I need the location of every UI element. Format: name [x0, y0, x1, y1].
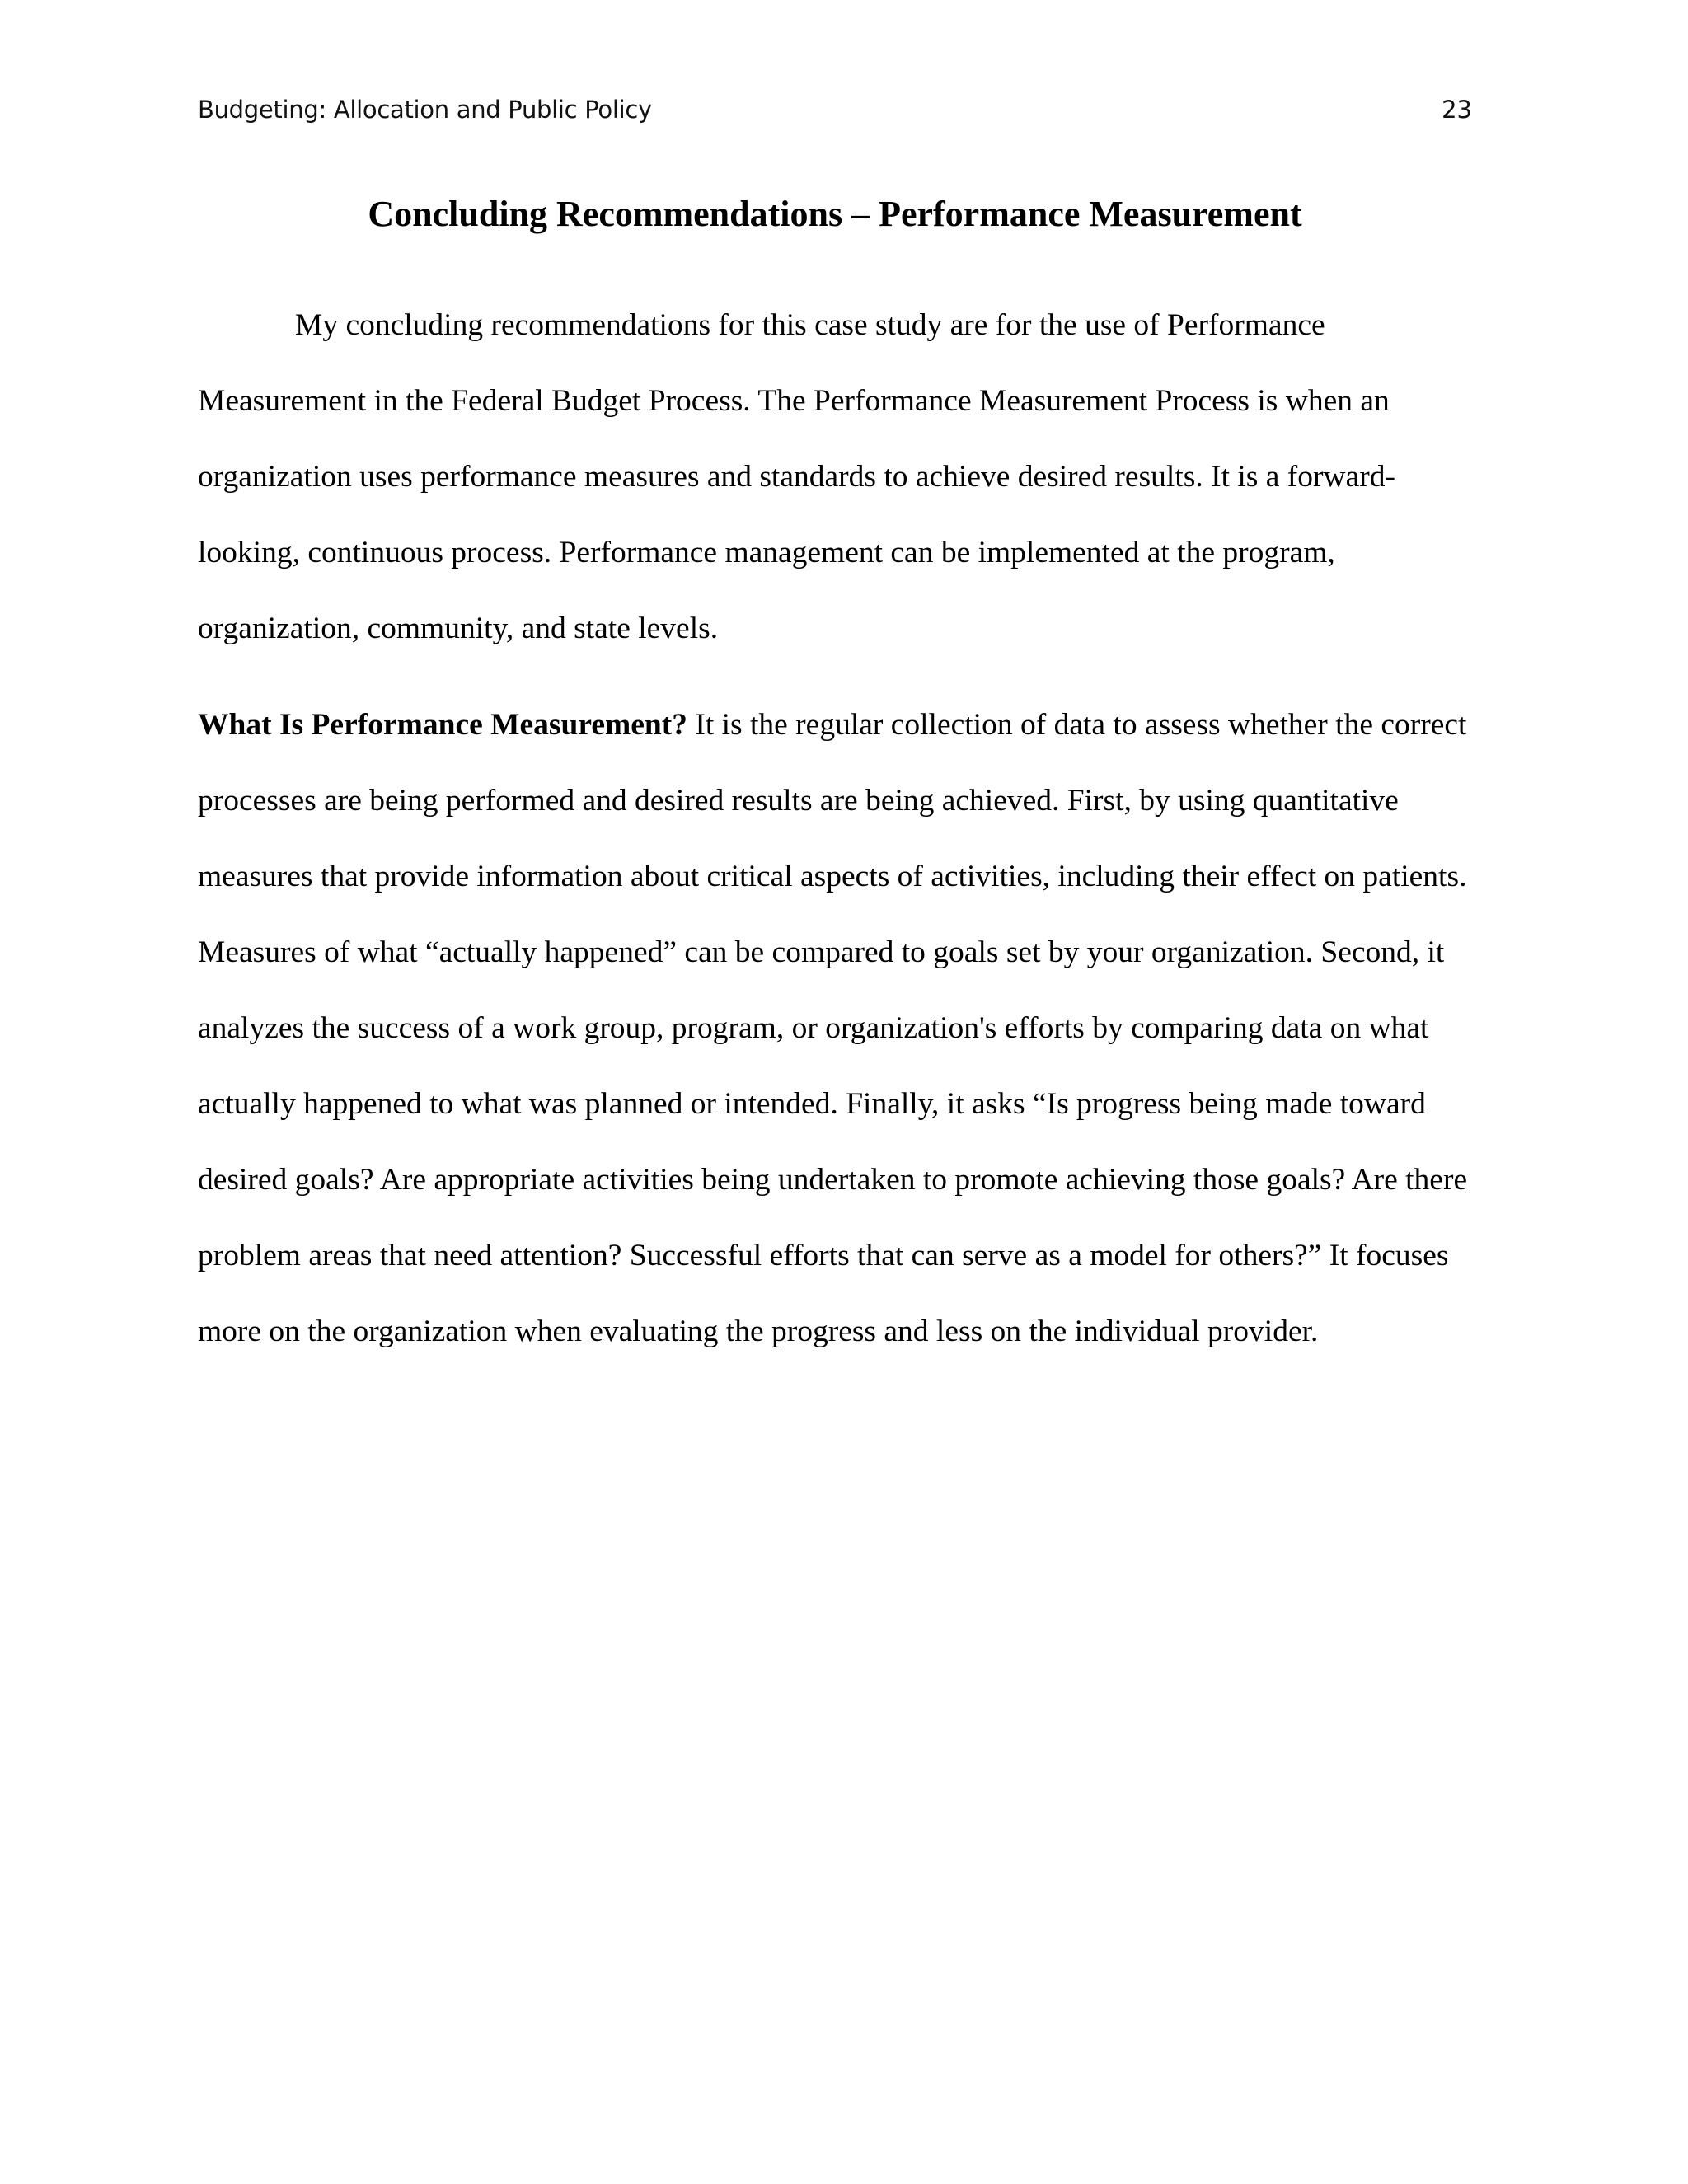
- run-in-heading: What Is Performance Measurement?: [198, 708, 687, 742]
- section-heading: Concluding Recommendations – Performance Measurement: [368, 194, 1302, 234]
- definition-body: It is the regular collection of data to assess whether the correct processes are being performed and desired results are being achieved. First, by using quantitative measures that provide information about critical aspects of activities, including their effect on patients. Measures of what “actually happened” can be compared to goals set by your organization. Second, it analyzes the success of a work group, program, or organization's efforts by comparing data on what actually happened to what was planned or intended. Finally, it asks “Is progress being made toward desired goals? Are appropriate activities being undertaken to promote achieving those goals? Are there problem areas that need attention? Successful efforts that can serve as a model for others?” It focuses more on the organization when evaluating the progress and less on the individual provider.: [198, 708, 1468, 1348]
- running-header-title: Budgeting: Allocation and Public Policy: [198, 96, 652, 124]
- definition-paragraph: [198, 687, 1484, 1370]
- page-number: 23: [1442, 96, 1472, 124]
- intro-paragraph: My concluding recommendations for this case study are for the use of Performance Measurement in the Federal Budget Process. The Performance Measurement Process is when an organization uses performance measures and standards to achieve desired results. It is a forward-looking, continuous process. Performance management can be implemented at the program, organization, community, and state levels.: [198, 308, 1395, 645]
- running-header: [198, 96, 1472, 132]
